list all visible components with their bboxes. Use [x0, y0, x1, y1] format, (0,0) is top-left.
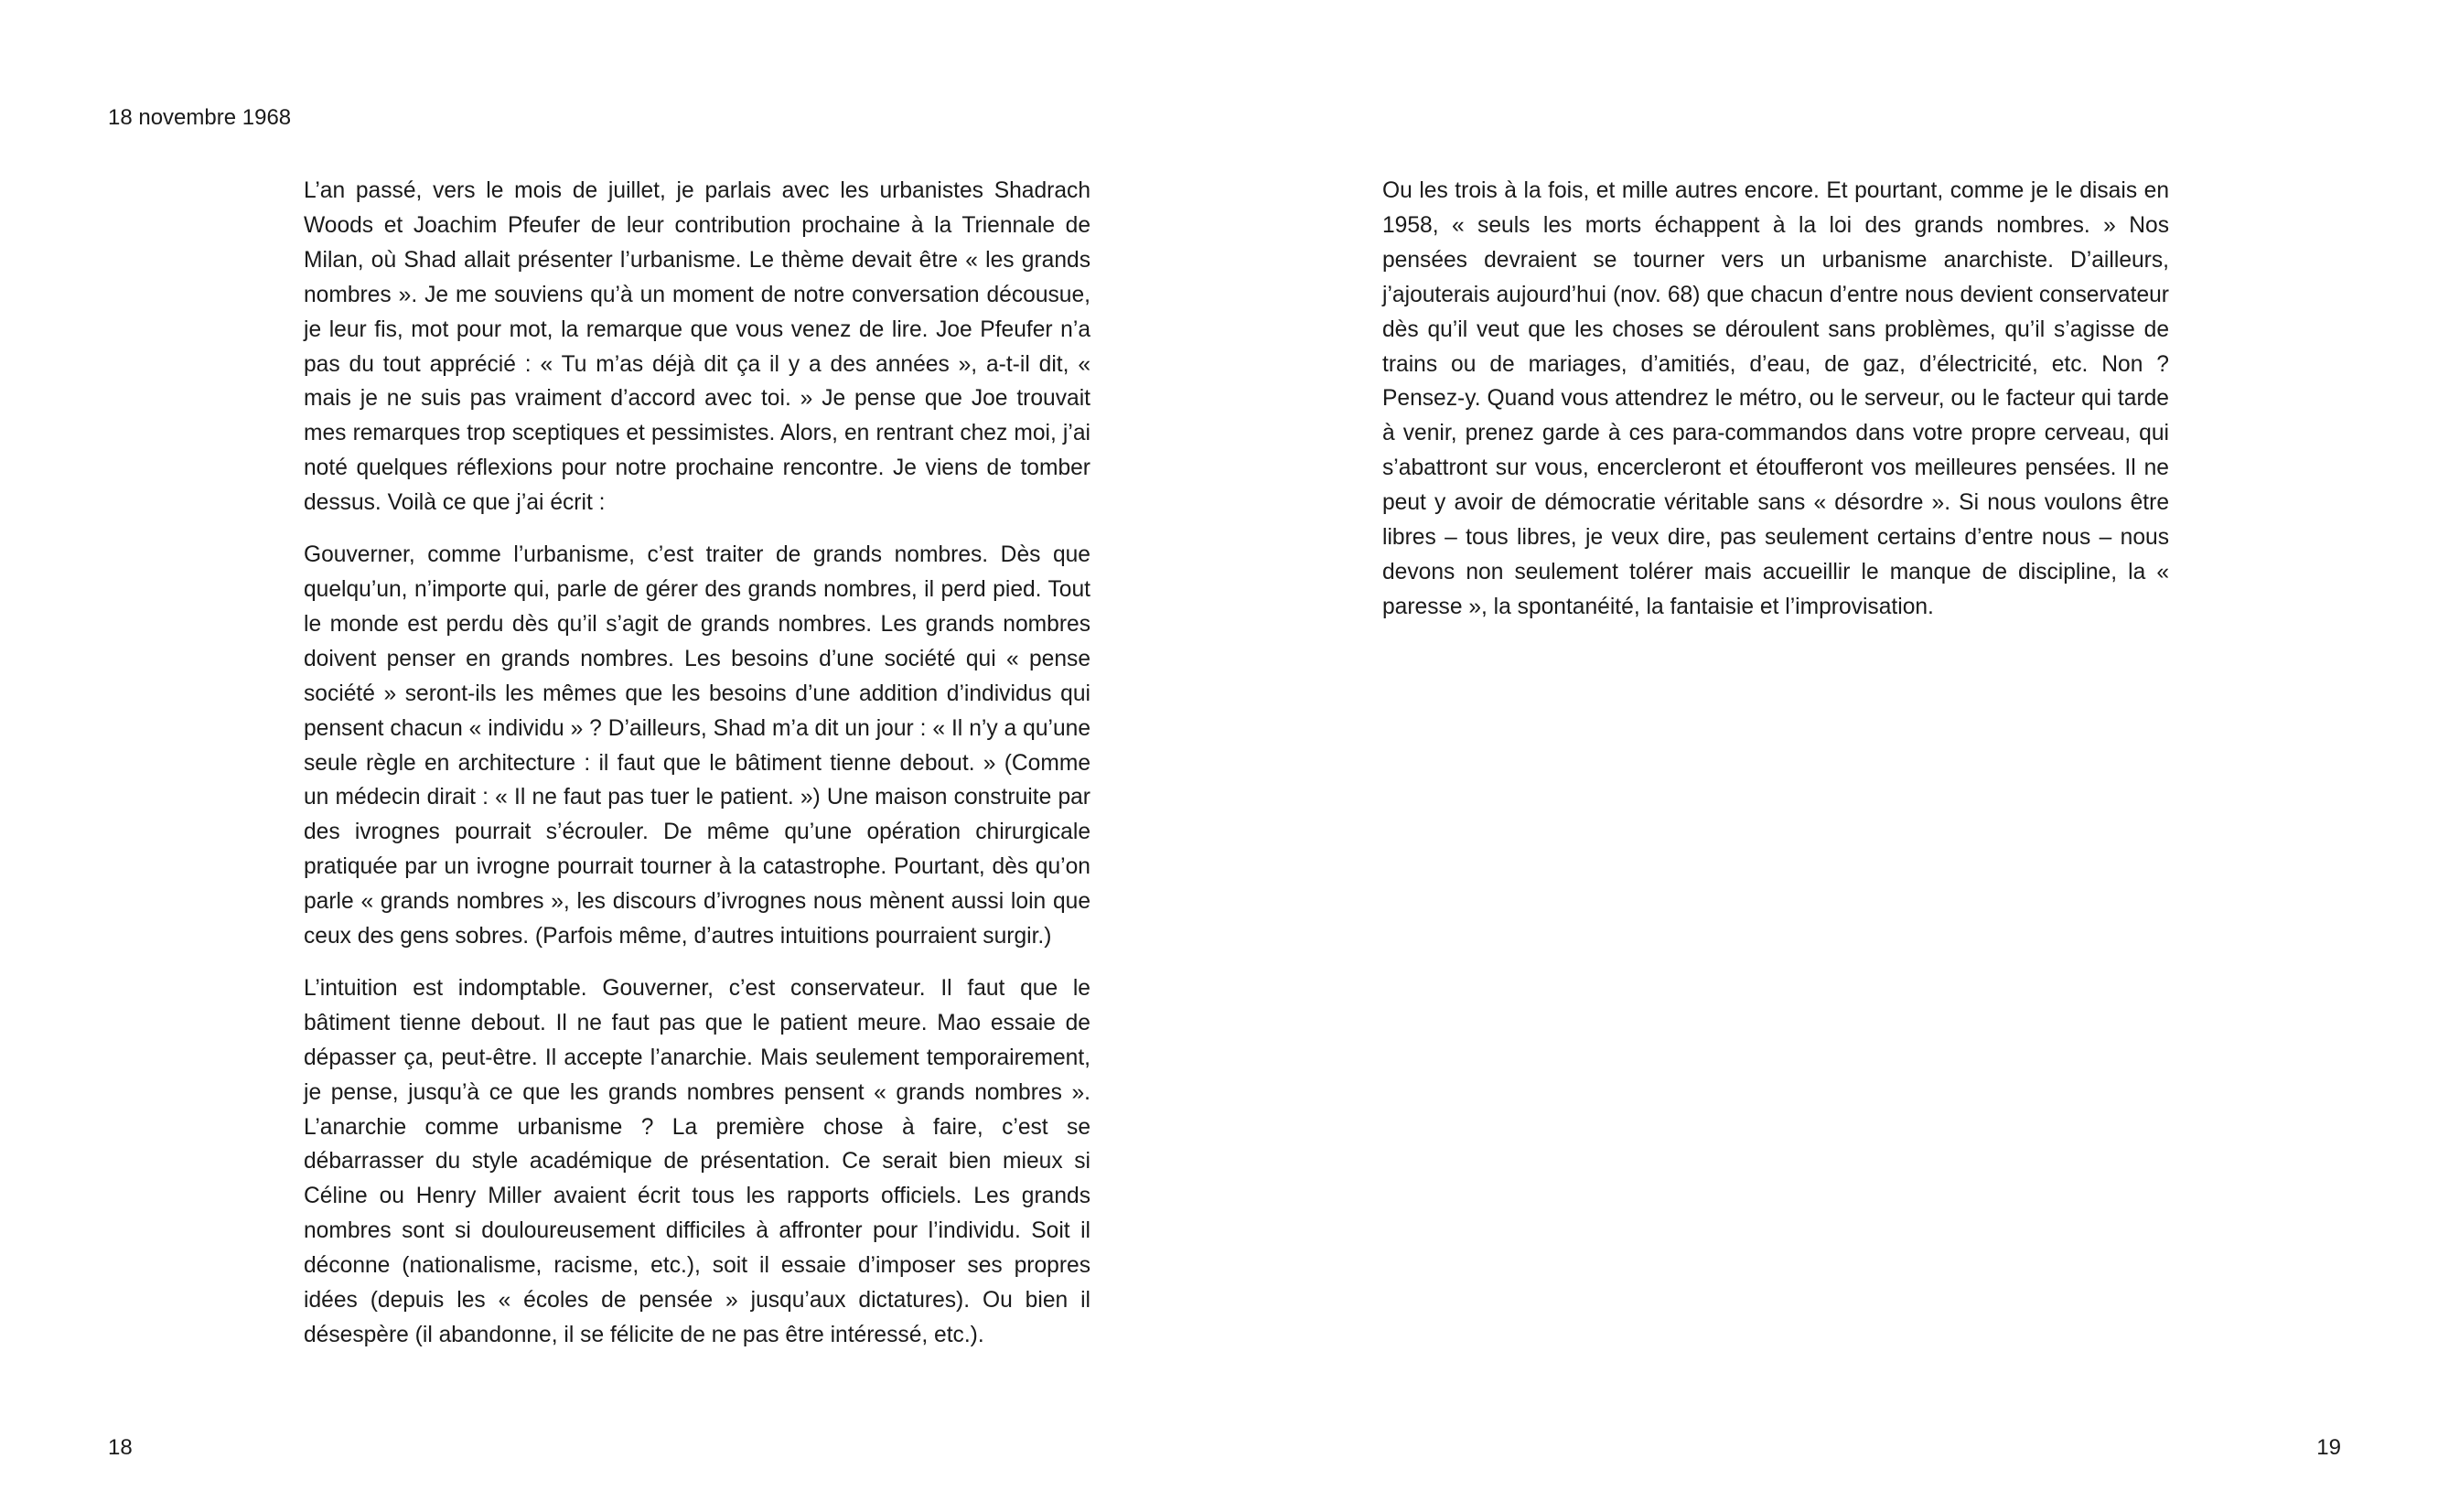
- paragraph: Gouverner, comme l’urbanisme, c’est traiter de grands nombres. Dès que quelqu’un, n’importe qui, parle de gérer des grands nombres, il perd pied. Tout le monde est perdu dès qu’il s’agit de grands nombres. Les grands nombres doivent penser en grands nombres. Les besoins d’une société qui « pense société » seront-ils les mêmes que les besoins d’une addition d’individus qui pensent chacun « individu » ? D’ailleurs, Shad m’a dit un jour : « Il n’y a qu’une seule règle en architecture : il faut que le bâtiment tienne debout. » (Comme un médecin dirait : « Il ne faut pas tuer le patient. ») Une maison construite par des ivrognes pourrait s’écrouler. De même qu’une opération chirurgicale pratiquée par un ivrogne pourrait tourner à la catastrophe. Pourtant, dès qu’on parle « grands nombres », les discours d’ivrognes nous mènent aussi loin que ceux des gens sobres. (Parfois même, d’autres intuitions pourraient surgir.): [304, 542, 1090, 949]
- paragraph: L’intuition est indomptable. Gouverner, c’est conservateur. Il faut que le bâtiment tienne debout. Il ne faut pas que le patient meure. Mao essaie de dépasser ça, peut-être. Il accepte l’anarchie. Mais seulement temporairement, je pense, jusqu’à ce que les grands nombres pensent « grands nombres ». L’anarchie comme urbanisme ? La première chose à faire, c’est se débarrasser du style académique de présentation. Ce serait bien mieux si Céline ou Henry Miller avaient écrit tous les rapports officiels. Les grands nombres sont si douloureusement difficiles à affronter pour l’individu. Soit il déconne (nationalisme, racisme, etc.), soit il essaie d’imposer ses propres idées (depuis les « écoles de pensée » jusqu’aux dictatures). Ou bien il désespère (il abandonne, il se félicite de ne pas être intéressé, etc.).: [304, 975, 1090, 1347]
- paragraph: L’an passé, vers le mois de juillet, je parlais avec les urbanistes Shadrach Woods et Joachim Pfeufer de leur contribution prochaine à la Triennale de Milan, où Shad allait présenter l’urbanisme. Le thème devait être « les grands nombres ». Je me souviens qu’à un moment de notre conversation décousue, je leur fis, mot pour mot, la remarque que vous venez de lire. Joe Pfeufer n’a pas du tout apprécié : « Tu m’as déjà dit ça il y a des années », a-t-il dit, « mais je ne suis pas vraiment d’accord avec toi. » Je pense que Joe trouvait mes remarques trop sceptiques et pessimistes. Alors, en rentrant chez moi, j’ai noté quelques réflexions pour notre prochaine rencontre. Je viens de tomber dessus. Voilà ce que j’ai écrit :: [304, 178, 1090, 516]
- entry-date: 18 novembre 1968: [108, 105, 292, 130]
- paragraph: Ou les trois à la fois, et mille autres encore. Et pourtant, comme je le disais en 1958, « seuls les morts échappent à la loi des grands nombres. » Nos pensées devraient se tourner vers un urbanisme anarchiste. D’ailleurs, j’ajouterais aujourd’hui (nov. 68) que chacun d’entre nous devient conservateur dès qu’il veut que les choses se déroulent sans problèmes, qu’il s’agisse de trains ou de mariages, d’amitiés, d’eau, de gaz, d’électricité, etc. Non ? Pensez-y. Quand vous attendrez le métro, ou le serveur, ou le facteur qui tarde à venir, prenez garde à ces para-commandos dans votre propre cerveau, qui s’abattront sur vous, encercleront et étoufferont vos meilleures pensées. Il ne peut y avoir de démocratie véritable sans « désordre ». Si nous voulons être libres – tous libres, je veux dire, pas seulement certains d’entre nous – nous devons non seulement tolérer mais accueillir le manque de discipline, la « paresse », la spontanéité, la fantaisie et l’improvisation.: [1382, 178, 2169, 619]
- left-page-number: 18: [108, 1435, 133, 1460]
- right-page-text-column: [1382, 174, 2169, 642]
- right-page-number: 19: [2316, 1435, 2341, 1460]
- left-page-text-column: [304, 174, 1090, 1370]
